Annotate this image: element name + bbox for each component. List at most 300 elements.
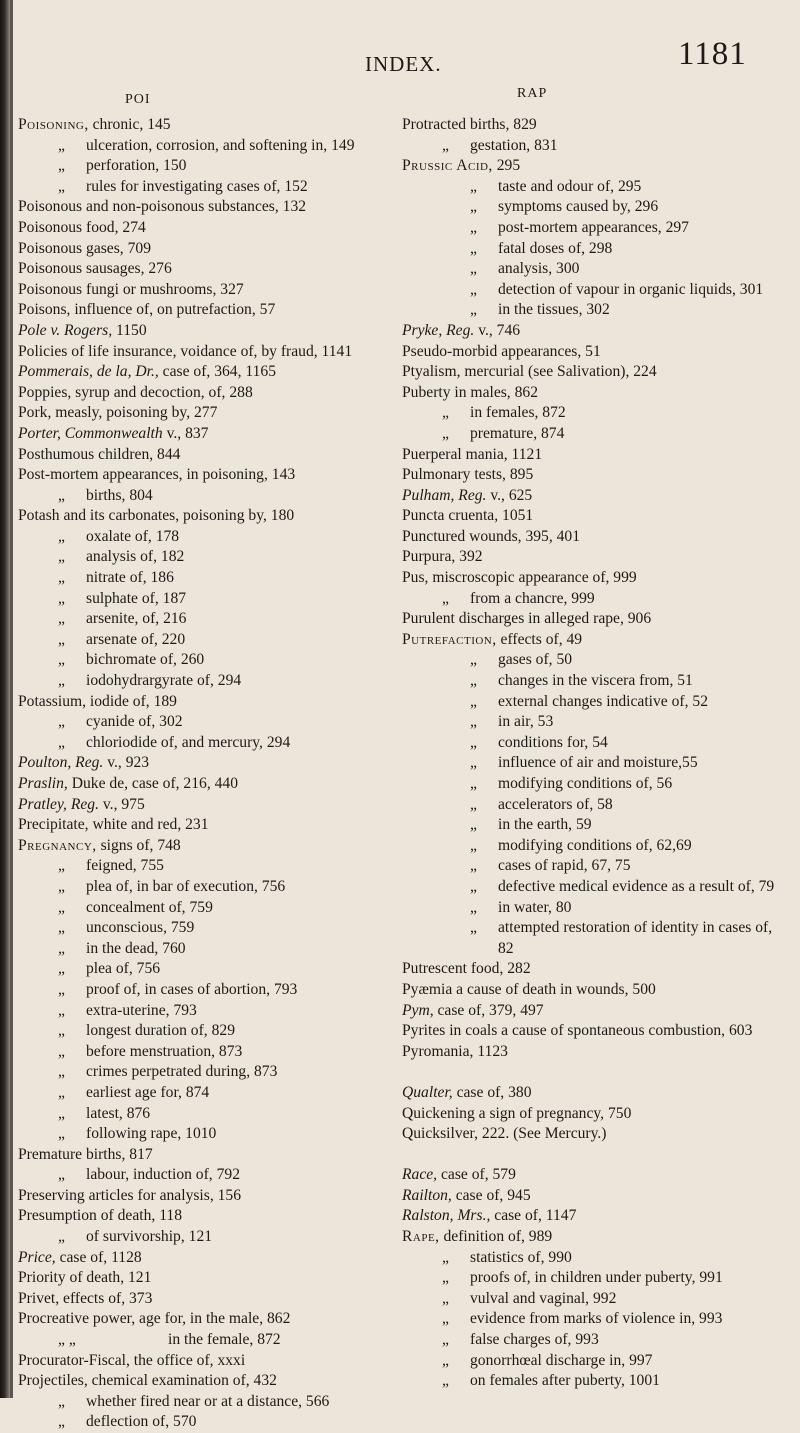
entry-text: evidence from marks of violence in, 993 [470,1310,723,1328]
index-entry [18,1206,376,1227]
index-entry [402,547,782,568]
entry-text: Poisonous sausages, 276 [18,260,172,278]
index-entry [402,1165,782,1186]
entry-text: statistics of, 990 [470,1248,572,1266]
index-entry [402,1042,782,1063]
index-subentry [18,156,376,177]
page-title: INDEX. [365,52,442,76]
entry-text: Poisons, influence of, on putrefaction, 57 [18,301,276,319]
index-entry [18,1186,376,1207]
entry-text: 1150 [112,321,147,339]
left-running-head: POI [125,92,151,107]
ditto-mark: „ [58,1063,65,1081]
index-subentry [402,1371,782,1392]
index-entry [18,300,376,321]
index-subentry [18,1104,376,1125]
entry-text: modifying conditions of, 56 [498,775,673,792]
ditto-mark: „ [470,795,477,813]
ditto-mark: „ [442,1248,449,1266]
entry-text: Post-mortem appearances, in poisoning, 143 [18,466,296,484]
index-entry [402,609,782,630]
ditto-mark: „ [470,218,477,236]
index-entry [18,403,376,424]
ditto-mark: „ [442,1269,449,1287]
index-subentry [402,1248,782,1269]
entry-text: longest duration of, 829 [86,1022,235,1040]
index-subentry [402,280,782,301]
entry-text: symptoms caused by, 296 [498,198,659,216]
index-entry [402,115,782,136]
entry-text: Presumption of death, 118 [18,1207,183,1225]
ditto-mark: „ [58,610,65,628]
entry-text: chronic, 145 [88,116,171,133]
entry-text: Puberty in males, 862 [402,383,538,401]
entry-text: case of, 380 [452,1083,532,1101]
ditto-mark: „ [442,404,449,422]
index-entry [18,465,376,486]
index-entry [18,1289,376,1310]
index-entry [402,445,782,466]
ditto-mark: „ [58,1392,65,1410]
ditto-mark: „ [58,1228,65,1246]
index-entry [18,259,376,280]
index-subentry [402,795,782,816]
entry-text: Punctured wounds, 395, 401 [402,527,581,545]
entry-text: Duke de, case of, 216, 440 [67,775,239,792]
entry-heading: Rape, [402,1228,440,1246]
entry-text: concealment of, 759 [86,898,213,916]
index-subentry [402,239,782,260]
entry-text: case of, 364, 1165 [158,363,276,381]
index-subentry [402,733,782,754]
ditto-mark: „ [58,1022,65,1040]
entry-text: premature, 874 [470,424,565,442]
entry-text: Poisonous gases, 709 [18,239,151,257]
index-entry [402,1001,782,1022]
index-subentry [402,918,782,959]
ditto-mark: „ [58,157,65,175]
case-name: Pole v. Rogers, [18,321,113,339]
index-subentry [18,898,376,919]
index-subentry [18,1124,376,1145]
index-subentry [18,1042,376,1063]
ditto-mark: „ [58,651,65,669]
entry-text: Policies of life insurance, voidance of, by fraud, 1141 [18,342,353,360]
entry-text: conditions for, 54 [498,733,608,751]
entry-text: from a chancre, 999 [470,589,595,607]
ditto-mark: „ [470,816,477,834]
ditto-mark: „ [470,775,477,792]
index-entry [402,156,782,177]
entry-text: defective medical evidence as a result of, 79 [498,877,775,895]
right-index-column [402,115,782,1392]
index-entry [18,445,376,466]
ditto-mark: „ [470,692,477,710]
entry-text: Protracted births, 829 [402,116,537,133]
index-subentry [402,424,782,445]
ditto-mark: „ [442,1351,449,1369]
ditto-mark: „ [58,1083,65,1101]
index-entry [402,383,782,404]
ditto-mark: „ [470,280,477,298]
ditto-mark: „ [58,877,65,895]
index-subentry [18,568,376,589]
index-subentry [18,1021,376,1042]
ditto-mark: „ [442,589,449,607]
entry-text: latest, 876 [86,1104,151,1122]
entry-text: Poisonous fungi or mushrooms, 327 [18,280,244,298]
case-name: Poulton, Reg. [18,754,104,772]
index-subentry [402,589,782,610]
index-subentry [18,712,376,733]
entry-text: whether fired near or at a distance, 566 [86,1392,330,1410]
entry-text: following rape, 1010 [86,1125,217,1143]
index-entry [18,218,376,239]
entry-text: labour, induction of, 792 [86,1166,240,1184]
ditto-mark: „ [58,857,65,875]
ditto-mark: „ [470,198,477,216]
entry-text: Pork, measly, poisoning by, 277 [18,404,218,422]
index-entry [402,342,782,363]
ditto-mark: „ [470,177,477,195]
index-subentry [402,403,782,424]
case-name: Porter, Commonwealth [18,424,163,442]
entry-text: crimes perpetrated during, 873 [86,1063,278,1081]
index-entry [18,1145,376,1166]
entry-text: Pus, miscroscopic appearance of, 999 [402,569,637,587]
index-subentry [402,300,782,321]
index-entry [18,362,376,383]
entry-text: accelerators of, 58 [498,795,613,813]
index-subentry [402,774,782,795]
entry-text: effects of, 49 [496,630,583,648]
entry-text: in the female, 872 [168,1331,281,1349]
index-subentry [18,1083,376,1104]
case-name: Price, [18,1248,56,1266]
case-name: Praslin, [18,775,68,792]
index-entry [402,630,782,651]
entry-heading: Prussic Acid, [402,157,493,175]
book-spine-line [10,0,13,1398]
ditto-mark: „ [442,1310,449,1328]
index-subentry [18,877,376,898]
index-subentry [402,1309,782,1330]
entry-text: arsenate of, 220 [86,630,186,648]
entry-text: Puerperal mania, 1121 [402,445,543,463]
index-entry [18,239,376,260]
ditto-mark: „ [58,1001,65,1019]
entry-text: Pyæmia a cause of death in wounds, 500 [402,980,656,998]
index-subentry [402,753,782,774]
index-entry [18,197,376,218]
entry-text: signs of, 748 [96,836,181,854]
index-subentry [18,1165,376,1186]
index-entry [18,115,376,136]
index-subentry [402,877,782,898]
entry-text: Pyrites in coals a cause of spontaneous combustion, 603 [402,1022,753,1040]
entry-text: bichromate of, 260 [86,651,205,669]
case-name: Race, [402,1166,438,1184]
entry-text: Precipitate, white and red, 231 [18,816,209,834]
index-entry [18,774,376,795]
index-entry [18,383,376,404]
index-entry [402,568,782,589]
entry-text: Procreative power, age for, in the male, 862 [18,1310,291,1328]
index-entry [402,1186,782,1207]
index-entry [402,362,782,383]
ditto-mark: „ [470,239,477,257]
case-name: Pratley, Reg. [18,795,99,813]
index-entry [402,959,782,980]
index-entry [402,1124,782,1145]
index-subentry [18,671,376,692]
index-subentry [18,918,376,939]
case-name: Qualter, [402,1083,453,1101]
entry-text: in the dead, 760 [86,939,186,957]
index-entry [402,506,782,527]
left-index-column [18,115,376,1433]
entry-text: external changes indicative of, 52 [498,692,708,710]
index-entry [402,1104,782,1125]
ditto-mark: „ [470,754,477,772]
index-entry [18,836,376,857]
ditto-mark: „ [470,301,477,319]
entry-text: of survivorship, 121 [86,1228,213,1246]
index-entry [18,753,376,774]
ditto-mark: „ [58,939,65,957]
ditto-mark: „ [58,548,65,566]
index-entry [18,795,376,816]
entry-text: detection of vapour in organic liquids, 301 [498,280,764,298]
index-entry [402,486,782,507]
entry-text: gestation, 831 [470,136,558,154]
index-subentry [402,1330,782,1351]
entry-text: case of, 579 [437,1166,516,1184]
entry-text: taste and odour of, 295 [498,177,642,195]
index-gap [402,1145,782,1166]
ditto-mark: „ [58,713,65,731]
index-subentry [18,650,376,671]
entry-text: cases of rapid, 67, 75 [498,857,631,875]
ditto-mark: „ [58,898,65,916]
entry-text: Posthumous children, 844 [18,445,181,463]
ditto-mark: „ [58,630,65,648]
index-subentry [402,1351,782,1372]
entry-text: Priority of death, 121 [18,1269,152,1287]
index-entry [18,1371,376,1392]
index-entry [402,1227,782,1248]
entry-text: 295 [492,157,521,175]
ditto-mark: „ [470,836,477,854]
ditto-mark: „ [58,569,65,587]
case-name: Pulham, Reg. [402,486,487,504]
entry-text: case of, 1128 [55,1248,142,1266]
entry-text: v., 625 [486,486,533,504]
index-entry [402,321,782,342]
entry-text: sulphate of, 187 [86,589,187,607]
ditto-mark: „ [58,1413,65,1431]
ditto-mark: „ [442,136,449,154]
entry-text: case of, 379, 497 [433,1001,544,1019]
index-subentry [18,939,376,960]
entry-text: attempted restoration of identity in cases of, 82 [498,919,773,957]
entry-text: Purulent discharges in alleged rape, 906 [402,610,652,628]
index-subentry [402,692,782,713]
index-subentry [18,486,376,507]
index-subentry [18,1330,376,1351]
index-subentry [18,177,376,198]
entry-text: Potassium, iodide of, 189 [18,692,177,710]
ditto-mark: „ [470,919,477,937]
entry-text: Quickening a sign of pregnancy, 750 [402,1104,632,1122]
right-running-head: RAP [517,86,548,101]
case-name: Pommerais, de la, Dr., [18,363,159,381]
entry-text: Pseudo-morbid appearances, 51 [402,342,601,360]
entry-text: influence of air and moisture,55 [498,754,698,772]
entry-text: extra-uterine, 793 [86,1001,197,1019]
index-entry [18,342,376,363]
index-entry [402,527,782,548]
entry-text: definition of, 989 [439,1228,553,1246]
entry-text: in water, 80 [498,898,572,916]
ditto-mark: „ [442,424,449,442]
entry-text: Ptyalism, mercurial (see Salivation), 224 [402,363,657,381]
entry-text: in the earth, 59 [498,816,592,834]
entry-text: arsenite, of, 216 [86,610,187,628]
index-subentry [18,1062,376,1083]
index-subentry [18,1001,376,1022]
entry-text: post-mortem appearances, 297 [498,218,689,236]
index-entry [18,424,376,445]
ditto-mark: „ [58,672,65,690]
index-entry [402,980,782,1001]
entry-text: analysis, 300 [498,260,580,278]
ditto-mark: „ [58,919,65,937]
entry-text: false charges of, 993 [470,1331,599,1349]
entry-text: Projectiles, chemical examination of, 432 [18,1372,277,1390]
entry-text: fatal doses of, 298 [498,239,613,257]
index-subentry [18,589,376,610]
ditto-mark: „ [470,672,477,690]
case-name: Railton, [402,1186,452,1204]
index-subentry [18,1392,376,1413]
ditto-mark: „ [58,486,65,504]
index-subentry [402,671,782,692]
entry-text: deflection of, 570 [86,1413,197,1431]
entry-heading: Pregnancy, [18,836,97,854]
page-number: 1181 [678,36,747,72]
ditto-mark: „ [58,136,65,154]
entry-text: gases of, 50 [498,651,573,669]
entry-text: plea of, 756 [86,960,161,978]
ditto-mark: „ [442,1331,449,1349]
index-subentry [402,898,782,919]
entry-text: Purpura, 392 [402,548,483,566]
case-name: Pym, [402,1001,434,1019]
entry-text: before menstruation, 873 [86,1042,243,1060]
entry-text: on females after puberty, 1001 [470,1372,660,1390]
index-entry [18,1309,376,1330]
index-subentry [402,1268,782,1289]
index-subentry [402,650,782,671]
ditto-mark: „ [58,527,65,545]
entry-text: analysis of, 182 [86,548,185,566]
index-entry [18,692,376,713]
entry-text: Preserving articles for analysis, 156 [18,1186,242,1204]
entry-text: v., 975 [98,795,145,813]
entry-text: feigned, 755 [86,857,164,875]
entry-heading: Putrefaction, [402,630,497,648]
ditto-mark: „ [58,1042,65,1060]
ditto-mark: „ „ [58,1331,76,1349]
index-subentry [18,547,376,568]
entry-text: proofs of, in children under puberty, 991 [470,1269,723,1287]
index-subentry [18,609,376,630]
entry-text: unconscious, 759 [86,919,195,937]
entry-text: iodohydrargyrate of, 294 [86,672,242,690]
index-subentry [402,856,782,877]
entry-text: chloriodide of, and mercury, 294 [86,733,291,751]
ditto-mark: „ [470,857,477,875]
index-subentry [402,712,782,733]
entry-text: ulceration, corrosion, and softening in, 149 [86,136,355,154]
index-entry [18,321,376,342]
entry-text: cyanide of, 302 [86,713,183,731]
ditto-mark: „ [470,260,477,278]
ditto-mark: „ [58,1125,65,1143]
entry-text: changes in the viscera from, 51 [498,672,693,690]
entry-text: Poisonous and non-poisonous substances, 132 [18,198,307,216]
index-entry [18,815,376,836]
index-subentry [402,836,782,857]
index-entry [18,1248,376,1269]
entry-text: Pulmonary tests, 895 [402,466,534,484]
index-subentry [402,177,782,198]
index-subentry [18,630,376,651]
entry-text: v., 837 [162,424,209,442]
index-subentry [402,218,782,239]
book-spine-shadow [0,0,10,1398]
index-subentry [18,136,376,157]
index-entry [18,1351,376,1372]
index-entry [402,1021,782,1042]
index-subentry [402,815,782,836]
index-subentry [402,1289,782,1310]
entry-text: Quicksilver, 222. (See Mercury.) [402,1125,607,1143]
index-gap [402,1062,782,1083]
index-entry [18,1268,376,1289]
ditto-mark: „ [58,177,65,195]
ditto-mark: „ [58,733,65,751]
entry-text: Putrescent food, 282 [402,960,531,978]
entry-text: Procurator-Fiscal, the office of, xxxi [18,1351,246,1369]
entry-text: births, 804 [86,486,153,504]
index-subentry [18,959,376,980]
entry-text: Puncta cruenta, 1051 [402,507,534,525]
index-subentry [18,1412,376,1433]
index-entry [18,280,376,301]
entry-text: plea of, in bar of execution, 756 [86,877,286,895]
entry-text: v., 923 [103,754,150,772]
entry-text: rules for investigating cases of, 152 [86,177,308,195]
entry-text: vulval and vaginal, 992 [470,1289,617,1307]
entry-text: proof of, in cases of abortion, 793 [86,980,298,998]
index-entry [402,465,782,486]
ditto-mark: „ [470,651,477,669]
ditto-mark: „ [442,1372,449,1390]
index-subentry [18,733,376,754]
entry-text: oxalate of, 178 [86,527,180,545]
